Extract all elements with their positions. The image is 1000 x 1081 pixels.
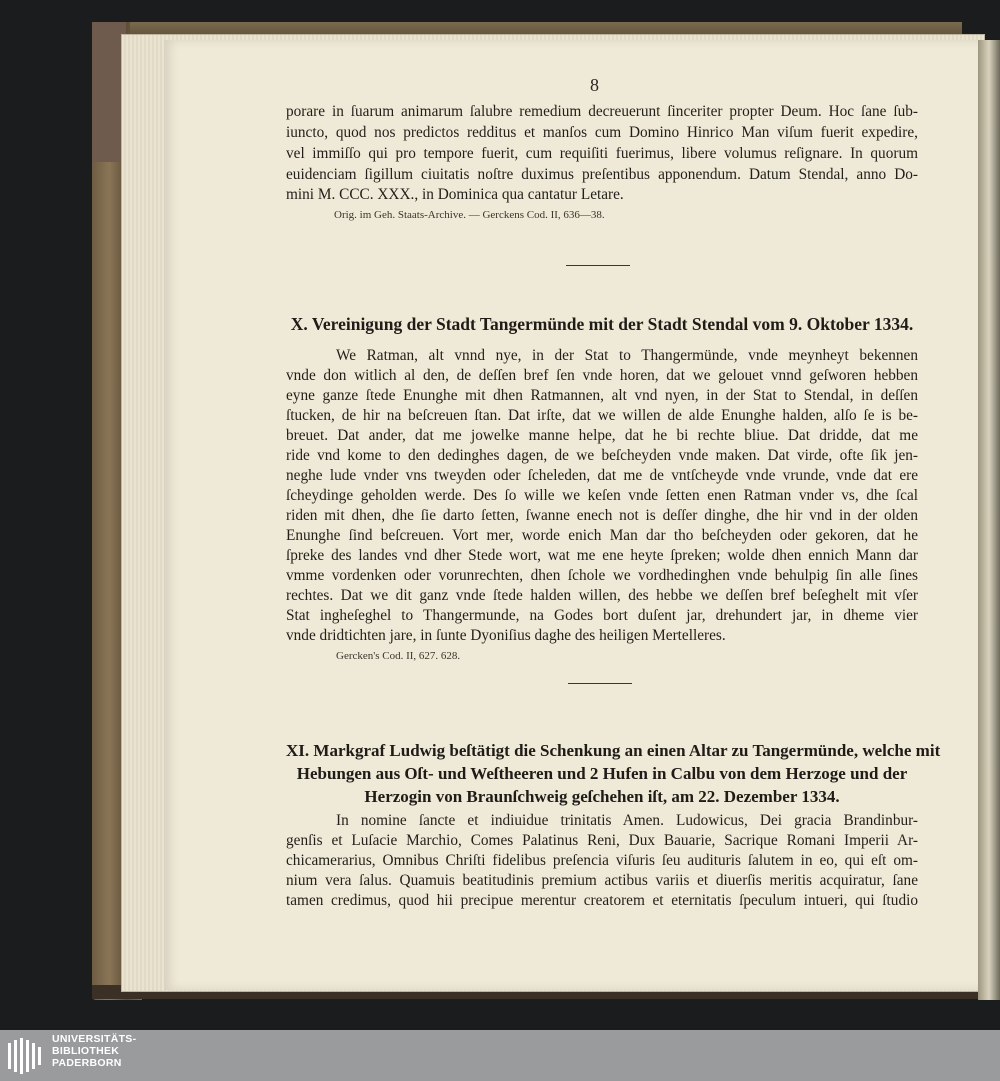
text-line: In nomine ſancte et indiuidue trinitatis Amen. Ludowicus, Dei gracia Brandinbur- [336, 812, 918, 829]
text-line: vmme vordenken oder vorunrechten, dhen ſchole we vordhedinghen vnde behulpig ſin alle ſines [286, 567, 918, 584]
text-line: mini M. CCC. XXX., in Dominica qua cantatur Letare. [286, 186, 624, 203]
page-number: 8 [590, 75, 599, 95]
text-line: ſcheydinge geholden werde. Des ſo wille we keſen vnde ſetten enen Ratman vnder vs, dhe ſcal [286, 487, 918, 504]
library-logo-text-line: UNIVERSITÄTS- [52, 1033, 137, 1045]
text-line: We Ratman, alt vnnd nye, in der Stat to Thangermünde, vnde meynheyt bekennen [336, 347, 918, 364]
source-citation: Gercken's Cod. II, 627. 628. [336, 650, 461, 662]
text-line: breuet. Dat ander, dat me jowelke manne helpe, dat he bi rechte bliue. Dat dridde, dat me [286, 427, 918, 444]
section-heading-xi-line: Herzogin von Braunſchweig geſchehen iſt, am 22. Dezember 1334. [364, 787, 840, 806]
text-line: Enunghe ſind beſcreuen. Vort mer, worde enich Man dar tho beſcheyden oder gekoren, dat he [286, 527, 918, 544]
section-heading-xi-line: XI. Markgraf Ludwig beſtätigt die Schenkung an einen Altar zu Tangermünde, welche mit [286, 741, 941, 760]
text-line: rechtes. Dat we dit ganz vnde ſtede halden willen, des hebbe we deſſen bref beſeghelt mit vſer [286, 587, 918, 604]
section-divider [568, 683, 632, 684]
text-line: nium vera ſalus. Quamuis beatitudinis premium actibus variis et diuerſis meritis acquiratur, ſane [286, 872, 918, 889]
section-heading-x: X. Vereinigung der Stadt Tangermünde mit der Stadt Stendal vom 9. Oktober 1334. [290, 314, 914, 334]
text-line: vnde dridtichten jare, in ſunte Dyoniſius daghe des heiligen Mertelleres. [286, 627, 726, 644]
section-heading-xi-line: Hebungen aus Oſt- und Weſtheeren und 2 Hufen in Calbu von dem Herzoge und der [296, 764, 908, 783]
text-line: eyne ganze ſtede Enunghe mit dhen Ratmannen, alt vnd nyen, in der Stat to Stendal, in deſſen [286, 387, 918, 404]
text-line: ride vnd kome to den dedinghes dagen, de we beſcheyden vnde maken. Dat virde, ofte ſik jen- [286, 447, 918, 464]
text-line: chicamerarius, Omnibus Chriſti fidelibus preſencia viſuris ſeu audituris ſalutem in eo, qui eſt om- [286, 852, 918, 869]
library-logo-text-line: PADERBORN [52, 1057, 122, 1069]
text-line: euidenciam ſigillum ciuitatis noſtre duximus preſentibus apponendum. Datum Stendal, anno Do- [286, 166, 918, 183]
text-line: ſtucken, de hir na beſcreuen ſtan. Dat irſte, dat we willen de alde Enunghe halden, alſo ſe is be- [286, 407, 918, 424]
text-line: iuncto, quod nos predictos redditus et manſos cum Domino Hinrico Man viſum fuerit expedire, [286, 124, 918, 141]
text-line: vnde don witlich al den, de deſſen bref ſen vnde horen, dat we gelouet vnnd geſworen hebben [286, 367, 918, 384]
library-logo-text-line: BIBLIOTHEK [52, 1045, 120, 1057]
text-line: porare in ſuarum animarum ſalubre remedium decreuerunt ſinceriter propter Deum. Hoc ſane ſub- [286, 103, 918, 120]
library-footer-bar [0, 1030, 1000, 1081]
text-line: tamen credimus, quod hii precipue merentur creatorem et eternitatis ſpeculum intueri, qui ſtudio [286, 892, 918, 909]
text-line: riden mit dhen, dhe ſie darto ſetten, ſwanne enech not is deſſer dinghe, dhe hir vnd in der olden [286, 507, 918, 524]
bars-logo-icon [6, 1037, 46, 1075]
text-line: neghe lude vnder vns tweyden oder ſcheleden, dat me de vntſcheyde vnde vrunde, vnde dat ere [286, 467, 918, 484]
text-line: Stat ingheſeghel to Thangermunde, na Godes bort duſent jar, drehundert jar, in dheme vier [286, 607, 918, 624]
text-line: ſpreke des landes vnd dher Stede wort, wat me ene heyte ſpreken; wolde dhen ennich Mann dar [286, 547, 918, 564]
source-citation: Orig. im Geh. Staats-Archive. — Gerckens Cod. II, 636—38. [334, 209, 605, 221]
section-divider [566, 265, 630, 266]
page-right-edge [978, 40, 1000, 1000]
text-line: genſis et Luſacie Marchio, Comes Palatinus Reni, Dux Bauarie, Sacrique Romani Imperii Ar- [286, 832, 918, 849]
text-line: vel immiſſo qui pro tempore fuerit, cum requiſiti fuerimus, libere volumus reſignare. In quorum [286, 145, 918, 162]
